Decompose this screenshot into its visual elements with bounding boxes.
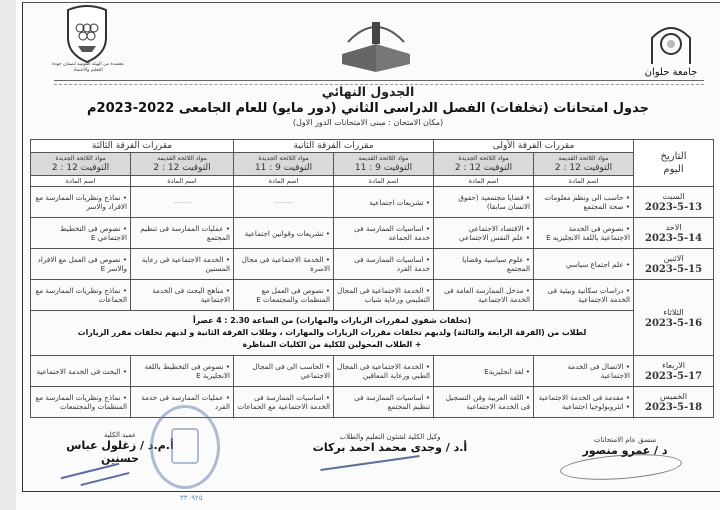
regulation-label: مواد اللائحة القديمة	[157, 155, 207, 162]
schedule-row	[31, 356, 714, 387]
subject-item: • اساسيات الممارسة فى الخدمة الاجتماعية مع الجماعات	[237, 393, 331, 411]
day-name: السبت	[662, 192, 685, 201]
subject-cell	[434, 280, 534, 311]
schedule-row	[31, 218, 714, 249]
subject-cell	[334, 218, 434, 249]
subject-cell	[31, 249, 131, 280]
day-date-cell	[634, 387, 714, 418]
exam-date: 2023-5-18	[645, 402, 703, 413]
subject-cell	[534, 356, 634, 387]
subject-cell	[434, 187, 534, 218]
subject-item: • نماذج ونظريات الممارسة مع المنظمات والمجتمعات	[35, 393, 128, 411]
day-date-cell	[634, 249, 714, 280]
subject-item: • عمليات الممارسة فى خدمة الفرد	[141, 393, 231, 411]
date-day-header	[634, 140, 714, 187]
subject-cell	[234, 249, 334, 280]
subject-item: • الخدمة الاجتماعية فى رعاية المسنين	[141, 255, 231, 273]
subject-item: • اساسيات الممارسة فى خدمة الفرد	[354, 255, 431, 273]
subject-item: • اساسيات الممارسة فى تنظيم المجتمع	[354, 393, 431, 411]
regulation-header	[534, 153, 634, 176]
regulation-label: مواد اللائحة الجديدة	[55, 155, 106, 162]
subject-cell	[334, 387, 434, 418]
notice-line: + الطلاب المحولين للكلية من الكليات المناظرة	[242, 340, 422, 349]
subject-item: • نماذج ونظريات الممارسة مع الجماعات	[35, 286, 128, 304]
regulation-header	[131, 153, 234, 176]
subject-item: -------	[172, 197, 192, 207]
subject-item: • مناهج البحث فى الخدمة الاجتماعية	[152, 286, 231, 304]
day-name: الاحد	[665, 223, 682, 232]
exam-date: 2023-5-14	[645, 233, 703, 244]
exam-date: 2023-5-15	[645, 264, 703, 275]
regulation-header	[234, 153, 334, 176]
signature-name: أ.م.د / زغلول عباس حسنين	[66, 439, 174, 465]
subject-item: • علم اجتماع سياسي	[565, 259, 631, 269]
exam-time: التوقيت 12 : 2	[554, 163, 613, 173]
stamp-number: ٣٣٠٩٢٥	[180, 494, 203, 502]
oral-exam-notice	[31, 311, 634, 356]
subject-cell	[534, 218, 634, 249]
schedule-row	[31, 249, 714, 280]
subject-item: • مدخل الممارسة العامة فى الخدمة الاجتماعية	[444, 286, 531, 304]
subject-cell	[31, 218, 131, 249]
day-date-cell	[634, 218, 714, 249]
day-name: الثلاثاء	[663, 307, 684, 317]
subject-item: • نصوص فى العمل مع الافراد والاسر E	[37, 255, 128, 273]
subject-item: • تشريعات وقوانين اجتماعية	[244, 228, 331, 238]
signature-vice-dean	[300, 433, 480, 454]
subject-cell	[131, 356, 234, 387]
exam-time: التوقيت 9 : 11	[354, 163, 413, 173]
regulation-header	[31, 153, 131, 176]
title-block	[36, 84, 700, 128]
subject-item: • حاسب الى ونظم معلومات	[544, 193, 631, 202]
subject-item: • نصوص فى العمل مع المنظمات والمجتمعات E	[256, 286, 331, 304]
subject-cell	[334, 356, 434, 387]
subject-item: • البحث فى الخدمة الاجتماعية	[36, 366, 128, 376]
subject-item: • نصوص فى التخطيط الاجتماعي E	[59, 224, 128, 242]
schedule-row	[31, 387, 714, 418]
subject-item: • علم النفس الاجتماعي	[458, 233, 531, 242]
subject-cell	[131, 218, 234, 249]
subject-item: • نماذج ونظريات الممارسة مع الافراد والاسر	[35, 193, 128, 211]
helwan-university-logo	[644, 20, 698, 78]
subject-cell	[334, 187, 434, 218]
regulation-header	[434, 153, 534, 176]
day-date-cell	[634, 280, 714, 356]
subject-cell	[434, 249, 534, 280]
exam-date: 2023-5-17	[645, 371, 703, 382]
subject-cell	[534, 249, 634, 280]
subject-item: • دراسات سكانية وبيئية فى الخدمة الاجتماعية	[547, 286, 631, 304]
subject-item: • نصوص فى التخطيط باللغة الانجليزية E	[144, 362, 231, 380]
subject-item: • نصوص فى الخدمة الاجتماعية باللغة الانجليزيه E	[546, 224, 631, 242]
subject-cell	[31, 187, 131, 218]
signature-role: منسق عام الامتحانات	[593, 436, 657, 444]
open-book-lamp-logo	[336, 12, 416, 74]
day-name: الاثنين	[663, 254, 684, 263]
subject-name-header: اسم المادة	[534, 176, 634, 187]
exam-date: 2023-5-13	[645, 202, 703, 213]
subject-name-header: اسم المادة	[334, 176, 434, 187]
subject-cell	[534, 280, 634, 311]
subject-item: • مقدمة فى الخدمة الاجتماعية	[538, 393, 631, 402]
subject-cell	[234, 387, 334, 418]
exam-time: التوقيت 12 : 2	[51, 163, 110, 173]
subject-cell	[434, 356, 534, 387]
regulation-label: مواد اللائحة القديمة	[558, 155, 609, 162]
subject-cell	[234, 187, 334, 218]
subject-item: • لغة انجليزيةE	[484, 366, 531, 376]
subject-cell	[234, 218, 334, 249]
exam-schedule-table	[30, 139, 714, 418]
regulation-label: مواد اللائحة القديمة	[358, 155, 409, 162]
subject-cell	[31, 356, 131, 387]
day-name: الخميس	[660, 392, 688, 401]
notice-line: لطلاب من (الفرقة الرابعة والثالثة) ولديهم تخلفات مقررات الزيارات والمهارات ، وطلاب الفرقة الثانية و لديهم تخلفات مقرر الزيارات	[77, 328, 587, 337]
subject-item: • انثروبولوجيا اجتماعية	[561, 402, 631, 411]
grade-1-header: مقررات الفرقة الأولى	[434, 140, 634, 153]
accreditation-caption: معتمدة من الهيئة القومية لضمان جودة التعليم والاعتماد	[52, 62, 124, 73]
subject-item: • عمليات الممارسة فى تنظيم المجتمع	[140, 224, 231, 242]
subject-cell	[31, 387, 131, 418]
subject-cell	[534, 187, 634, 218]
subject-cell	[234, 280, 334, 311]
subject-cell	[131, 187, 234, 218]
day-date-cell	[634, 356, 714, 387]
subject-item: • صحة المجتمع	[583, 202, 631, 211]
official-stamp-icon	[150, 405, 220, 489]
subject-name-header: اسم المادة	[31, 176, 131, 187]
subject-cell	[434, 218, 534, 249]
subject-cell	[434, 387, 534, 418]
subject-cell	[234, 356, 334, 387]
signature-name: د / عمرو منصور	[582, 444, 668, 457]
subject-cell	[131, 280, 234, 311]
subject-item: • الخدمة الاجتماعية فى مجال الاسرة	[241, 255, 331, 273]
subject-cell	[534, 387, 634, 418]
subject-cell	[334, 249, 434, 280]
subject-item: • الخدمة الاجتماعية فى المجال الطبي ورعاية المعاقين	[337, 362, 431, 380]
subject-item: • اللغة العربية وفن التسجيل فى الخدمة الاجتماعية	[445, 393, 531, 411]
regulation-label: مواد اللائحة الجديدة	[258, 155, 309, 162]
signature-role: عميد الكلية	[103, 431, 137, 439]
signature-name: أ.د / وجدى محمد احمد بركات	[312, 441, 468, 454]
exam-time: التوقيت 12 : 2	[454, 163, 513, 173]
signature-role: وكيل الكلية لشئون التعليم والطلاب	[339, 433, 441, 441]
subject-name-header: اسم المادة	[131, 176, 234, 187]
subject-item: -------	[274, 197, 293, 207]
grade-3-header: مقررات الفرقة الثالثة	[31, 140, 234, 153]
day-name: الاربعاء	[662, 361, 685, 370]
subject-item: • تشريعات اجتماعية	[369, 197, 431, 207]
subject-cell	[334, 280, 434, 311]
main-title: الجدول النهائي	[321, 84, 415, 99]
oral-exam-notice-row	[31, 311, 714, 356]
subject-item: • اساسيات الممارسة فى خدمة الجماعة	[354, 224, 431, 242]
exam-time: التوقيت 9 : 11	[254, 163, 313, 173]
subject-name-header: اسم المادة	[434, 176, 534, 187]
subject-item: • الحاسب الى فى المجال الاجتماعي	[252, 362, 331, 380]
subject-item: • الاتصال فى الخدمة الاجتماعية	[567, 362, 631, 380]
subject-item: • قضايا مجتمعية (حقوق الانسان سابقا)	[458, 193, 531, 211]
subject-cell	[131, 249, 234, 280]
notice-line: (تخلفات شفوي لمقررات الزيارات والمهارات) من الساعة 2.30 : 4 عصراً	[192, 316, 472, 325]
grade-2-header: مقررات الفرقة الثانية	[234, 140, 434, 153]
schedule-row	[31, 187, 714, 218]
day-header-label: اليوم	[663, 164, 684, 175]
exam-time: التوقيت 12 : 2	[153, 163, 211, 173]
exam-location: (مكان الامتحان : مبنى الامتحانات الدور الاول)	[292, 118, 444, 127]
date-header-label: التاريخ	[660, 151, 687, 162]
schedule-row	[31, 280, 714, 311]
exam-date: 2023-5-16	[645, 317, 703, 329]
university-name: جامعة حلوان	[644, 67, 698, 78]
regulation-header	[334, 153, 434, 176]
day-date-cell	[634, 187, 714, 218]
subject-item: • علوم سياسية وقضايا المجتمع	[462, 255, 531, 273]
schedule-title: جدول امتحانات (تخلفات) الفصل الدراسى الثاني (دور مايو) للعام الجامعى 2022-2023م	[87, 101, 649, 116]
subject-cell	[31, 280, 131, 311]
subject-item: • الاقتصاد الاجتماعي	[468, 224, 531, 233]
regulation-label: مواد اللائحة الجديدة	[458, 155, 509, 162]
subject-item: • الخدمة الاجتماعية فى المجال التعليمي ورعاية شباب	[337, 286, 431, 304]
subject-name-header: اسم المادة	[234, 176, 334, 187]
